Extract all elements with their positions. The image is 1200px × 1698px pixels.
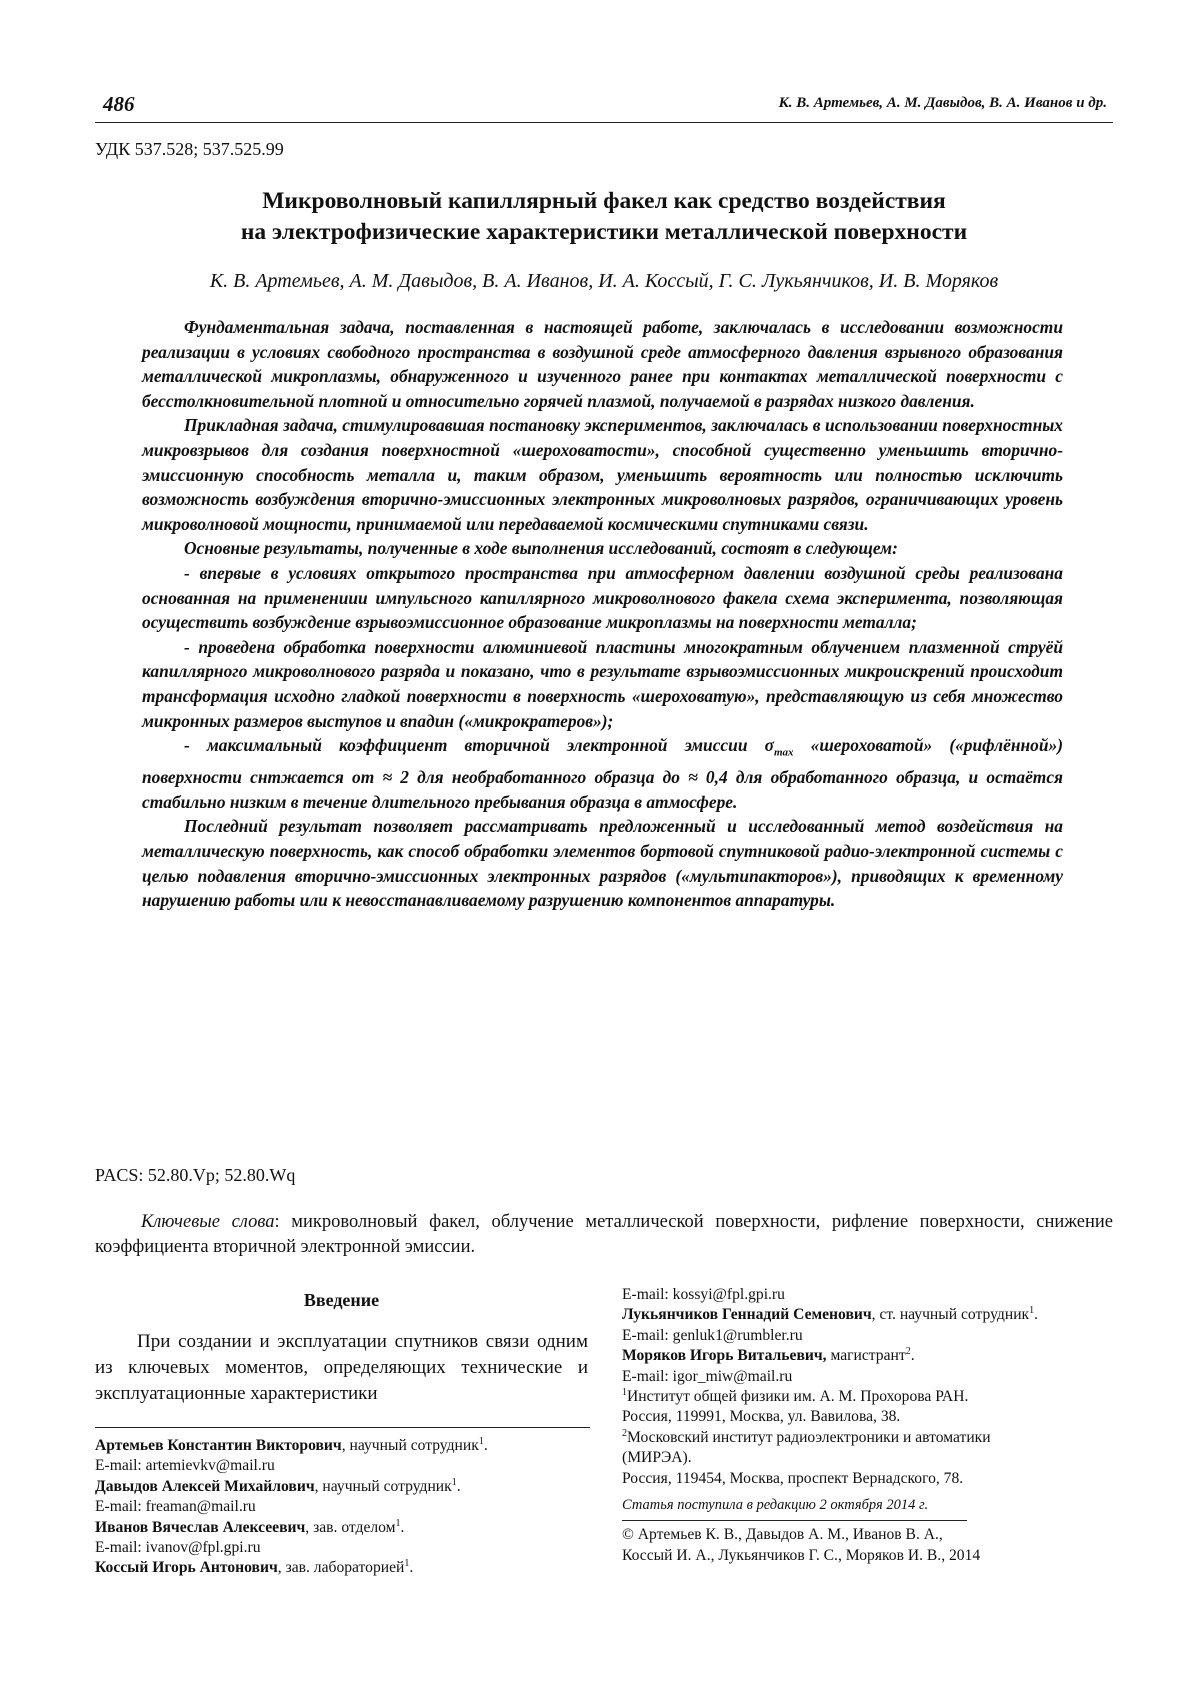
author-name: Давыдов Алексей Михайлович xyxy=(95,1477,315,1495)
author-email: E-mail: igor_miw@mail.ru xyxy=(622,1367,793,1385)
author-email: E-mail: ivanov@fpl.gpi.ru xyxy=(95,1539,261,1557)
keywords-text: : микроволновый факел, облучение металлической поверхности, рифление поверхности, снижение коэффициента вторичной электронной эмиссии. xyxy=(95,1212,1114,1257)
author-footnotes-right xyxy=(622,1285,1122,1566)
author-name: Лукьянчиков Геннадий Семенович xyxy=(622,1306,872,1324)
punctuation: . xyxy=(400,1518,405,1536)
abstract-paragraph: - впервые в условиях открытого пространства при атмосферном давлении воздушной среды реализована основанная на применениии импульсного капиллярного микроволнового факела схема эксперимента, позволяющая осуществить возбуждение взрывоэмиссионное образование микроплазмы на поверхности металла; xyxy=(142,562,1063,633)
author-role: , научный сотрудник xyxy=(341,1437,479,1454)
author-name: Моряков Игорь Витальевич, xyxy=(622,1347,827,1365)
affiliation-mark: 1 xyxy=(478,1435,484,1447)
intro-heading: Введение xyxy=(303,1290,380,1310)
sigma-symbol: σ xyxy=(764,735,774,756)
abstract-paragraph: Прикладная задача, стимулировавшая постановку экспериментов, заключалась в использовании поверхностных микровзрывов для создания поверхностной «шероховатости», способной существенно уменьшить вторично-эмиссионную способность металла и, таким образом, уменьшить вероятность или полностью исключить возможность возбуждения вторично-эмиссионных электронных микроволновых разрядов, ограничивающих уровень микроволновой мощности, принимаемой или передаваемой космическими спутниками связи. xyxy=(142,415,1063,534)
article-title xyxy=(95,186,1113,248)
pacs-codes: PACS: 52.80.Vp; 52.80.Wq xyxy=(95,1165,296,1185)
author-role: , зав. отделом xyxy=(305,1518,396,1536)
punctuation: . xyxy=(409,1559,414,1577)
affiliation-mark: 1 xyxy=(622,1386,627,1398)
copyright-line: © Артемьев К. В., Давыдов А. М., Иванов В. А., xyxy=(622,1526,943,1544)
affiliation-mark: 2 xyxy=(905,1346,911,1358)
footnote-line xyxy=(95,1436,595,1456)
affiliation-mark: 1 xyxy=(404,1558,410,1570)
affiliation-2 xyxy=(622,1428,1122,1448)
running-head xyxy=(95,92,1113,123)
abstract-paragraph: Основные результаты, полученные в ходе выполнения исследований, состоят в следующем: xyxy=(184,538,898,559)
footnote-line xyxy=(622,1346,1122,1366)
author-name: Иванов Вячеслав Алексеевич xyxy=(95,1518,306,1536)
author-email: E-mail: artemievkv@mail.ru xyxy=(95,1457,275,1475)
received-date: Статья поступила в редакцию 2 октября 2014 г. xyxy=(622,1497,929,1514)
sigma-subscript: max xyxy=(773,746,794,759)
footnote-line xyxy=(95,1477,595,1497)
title-line-2: на электрофизические характеристики металлической поверхности xyxy=(240,219,968,245)
affiliation-mark: 1 xyxy=(1029,1305,1035,1317)
author-name: Коссый Игорь Антонович xyxy=(95,1559,278,1577)
footnote-line xyxy=(95,1518,595,1538)
footnote-line xyxy=(95,1558,595,1578)
author-email: E-mail: genluk1@rumbler.ru xyxy=(622,1326,803,1344)
title-line-1: Микроволновый капиллярный факел как средство воздействия xyxy=(262,188,946,214)
author-footnotes-left xyxy=(95,1436,595,1579)
affiliation-1 xyxy=(622,1387,1122,1407)
keywords-label: Ключевые слова xyxy=(141,1212,275,1232)
result-text: - максимальный коэффициент вторичной электронной эмиссии xyxy=(184,735,765,756)
affiliation-mark: 2 xyxy=(622,1427,627,1439)
copyright-divider xyxy=(622,1520,967,1521)
punctuation: . xyxy=(910,1347,915,1365)
affiliation-address: Россия, 119454, Москва, проспект Вернадского, 78. xyxy=(622,1469,964,1487)
author-role: магистрант xyxy=(826,1347,906,1365)
author-email: E-mail: kossyi@fpl.gpi.ru xyxy=(622,1286,785,1303)
footnote-line xyxy=(622,1305,1122,1325)
punctuation: . xyxy=(483,1437,488,1454)
affiliation-mark: 1 xyxy=(451,1476,457,1488)
author-name: Артемьев Константин Викторович xyxy=(95,1437,342,1454)
affiliation-address: Россия, 119991, Москва, ул. Вавилова, 38. xyxy=(622,1408,901,1426)
keywords xyxy=(95,1210,1113,1260)
author-email: E-mail: freaman@mail.ru xyxy=(95,1498,256,1516)
author-role: , ст. научный сотрудник xyxy=(871,1306,1030,1324)
abstract-paragraph: - проведена обработка поверхности алюминиевой пластины многократным облучением плазменной струёй капиллярного микроволнового разряда и показано, что в результате взрывоэмиссионных микроискрений происходит трансформация исходно гладкой поверхности в поверхность «шероховатую», представляющую из себя множество микронных размеров выступов и впадин («микрократеров»); xyxy=(142,636,1063,731)
author-role: , научный сотрудник xyxy=(314,1477,452,1495)
copyright-line: Коссый И. А., Лукьянчиков Г. С., Моряков И. В., 2014 xyxy=(622,1546,981,1564)
affiliation-name: Московский институт радиоэлектроники и автоматики xyxy=(627,1428,991,1446)
running-head-authors: К. В. Артемьев, А. М. Давыдов, В. А. Иванов и др. xyxy=(778,95,1107,111)
intro-column xyxy=(95,1290,588,1407)
footnote-divider xyxy=(95,1427,590,1428)
abstract-paragraph: Фундаментальная задача, поставленная в настоящей работе, заключалась в исследовании возможности реализации в условиях свободного пространства в воздушной среде атмосферного давления взрывного образования металлической микроплазмы, обнаруженного и изученного ранее при контактах металлической поверхности с бесстолкновительной плотной и относительно горячей плазмой, получаемой в разрядах низкого давления. xyxy=(142,317,1063,411)
affiliation-mark: 1 xyxy=(395,1517,401,1529)
author-list: К. В. Артемьев, А. М. Давыдов, В. А. Иванов, И. А. Коссый, Г. С. Лукьянчиков, И. В. Моряков xyxy=(209,270,999,292)
result-text: «шероховатой» («рифлённой») поверхности снтжается от ≈ 2 для необработанного образца до ≈ 0,4 для обработанного образца, и остаётся стабильно низким в течение длительного пребывания образца в атмосфере. xyxy=(142,735,1063,812)
punctuation: . xyxy=(1034,1306,1039,1324)
affiliation-name: Институт общей физики им. А. М. Прохорова РАН. xyxy=(627,1388,969,1406)
abstract-paragraph: Последний результат позволяет рассматривать предложенный и исследованный метод воздействия на металлическую поверхность, как способ обработки элементов бортовой спутниковой радио-электронной системы с целью подавления вторично-эмиссионных электронных разрядов («мультипакторов»), приводящих к временному нарушению работы или к невосстанавливаемому разрушению компонентов аппаратуры. xyxy=(142,816,1063,911)
punctuation: . xyxy=(456,1477,461,1495)
page-number: 486 xyxy=(103,92,135,116)
affiliation-name-cont: (МИРЭА). xyxy=(622,1449,692,1467)
intro-text: При создании и эксплуатации спутников связи одним из ключевых моментов, определяющих технические и эксплуатационные характеристики xyxy=(95,1331,588,1404)
abstract xyxy=(142,315,1063,913)
author-role: , зав. лабораторией xyxy=(277,1559,405,1577)
udk-code: УДК 537.528; 537.525.99 xyxy=(95,139,284,159)
abstract-paragraph xyxy=(142,733,1063,814)
